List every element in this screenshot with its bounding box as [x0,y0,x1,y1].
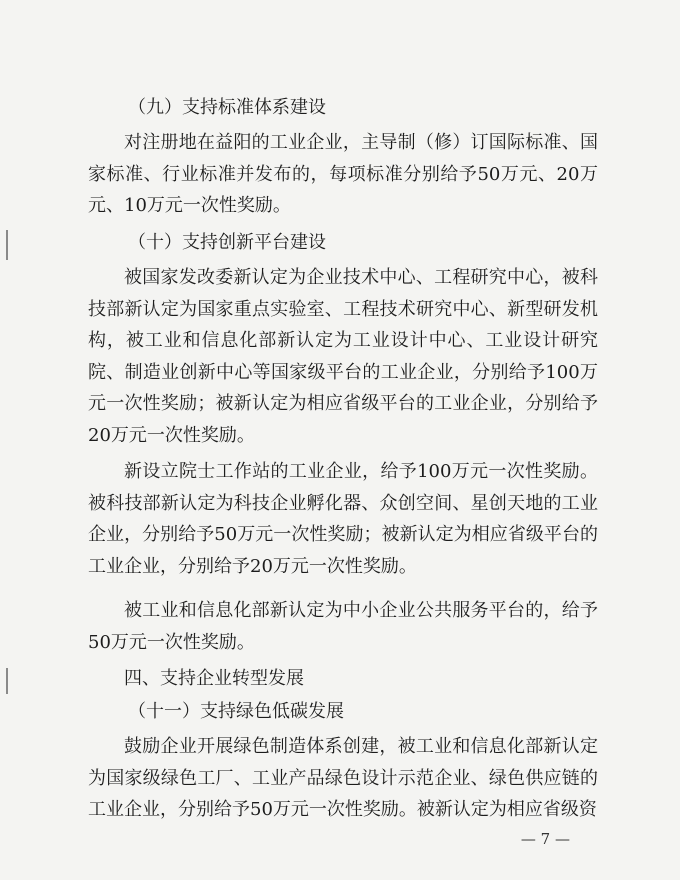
section-9-heading: （九）支持标准体系建设 [128,97,326,118]
section-10-paragraph-1: 被国家发改委新认定为企业技术中心、工程研究中心，被科技部新认定为国家重点实验室、工程技术研究中心、新型研发机构，被工业和信息化部新认定为工业设计中心、工业设计研究院、制造业创新中心等国家级平台的工业企业，分别给予100万元一次性奖励；被新认定为相应省级平台的工业企业，分别给予20万元一次性奖励。 [88,267,598,446]
section-10-paragraph-2: 新设立院士工作站的工业企业，给予100万元一次性奖励。被科技部新认定为科技企业孵化器、众创空间、星创天地的工业企业，分别给予50万元一次性奖励；被新认定为相应省级平台的工业企业，分别给予20万元一次性奖励。 [88,461,598,577]
part-4-heading: 四、支持企业转型发展 [124,668,304,689]
section-10-heading: （十）支持创新平台建设 [128,232,326,253]
section-9-paragraph: 对注册地在益阳的工业企业，主导制（修）订国际标准、国家标准、行业标准并发布的，每项标准分别给予50万元、20万元、10万元一次性奖励。 [88,132,598,216]
page-number: — 7 — [520,830,570,848]
section-11-paragraph: 鼓励企业开展绿色制造体系创建，被工业和信息化部新认定为国家级绿色工厂、工业产品绿色设计示范企业、绿色供应链的工业企业，分别给予50万元一次性奖励。被新认定为相应省级资 [88,736,598,820]
section-11-heading: （十一）支持绿色低碳发展 [128,701,344,722]
section-10-paragraph-3: 被工业和信息化部新认定为中小企业公共服务平台的，给予50万元一次性奖励。 [88,600,598,653]
